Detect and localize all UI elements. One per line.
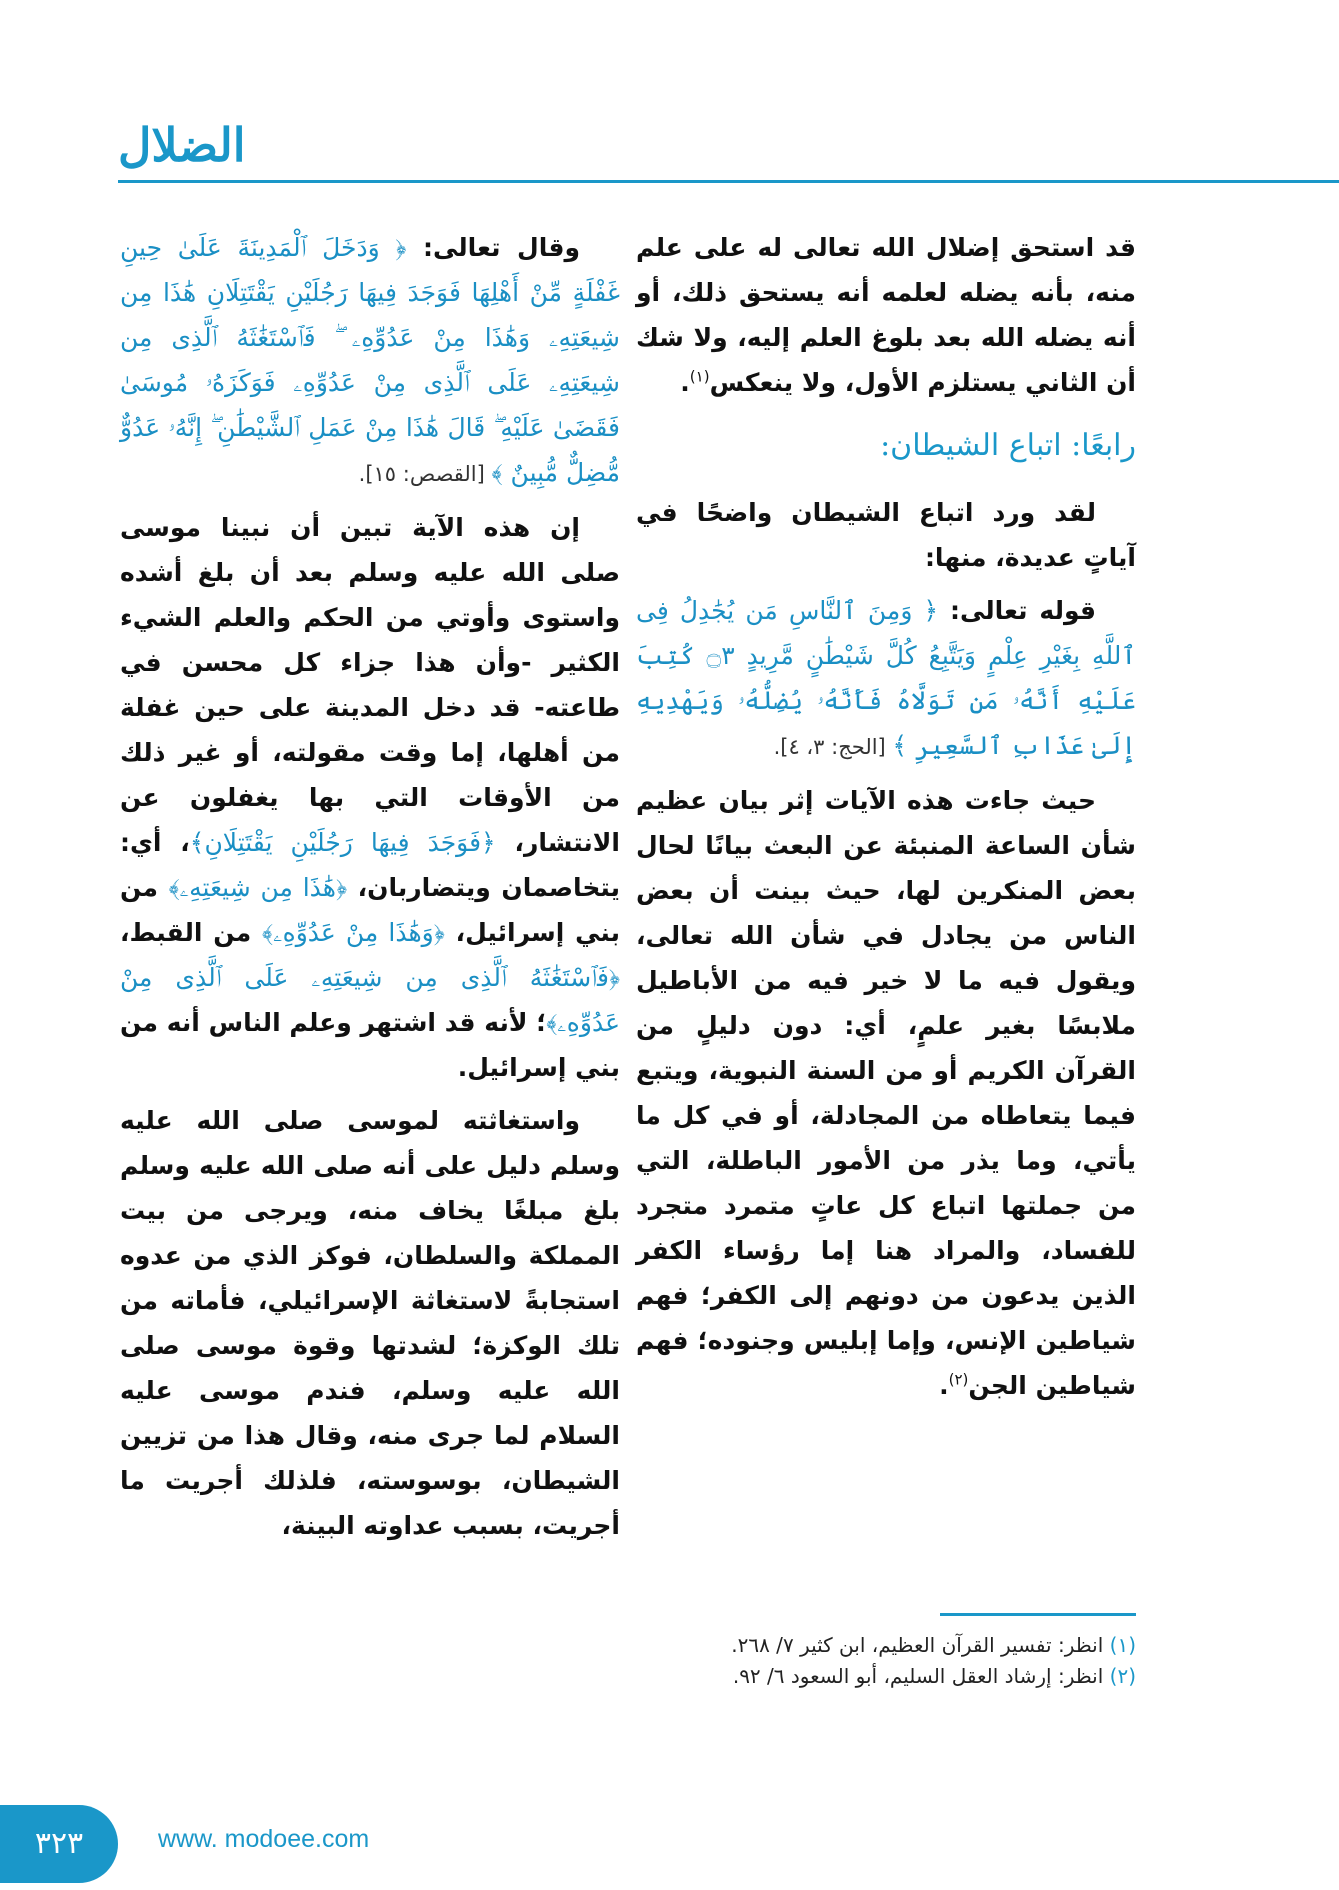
page-number: ٣٢٣	[0, 1805, 118, 1883]
quran-verse: ﴿فَٱسْتَغَٰثَهُ ٱلَّذِى مِن شِيعَتِهِۦ عَلَى ٱلَّذِى مِنْ عَدُوِّهِۦ﴾	[120, 963, 620, 1037]
paragraph-text: قد استحق إضلال الله تعالى له على علم منه، بأنه يضله لعلمه أنه يستحق ذلك، أو أنه يضله الله بعد بلوغ العلم إليه، ولا شك أن الثاني يستلزم الأول، ولا ينعكس	[636, 233, 1136, 397]
paragraph-text: ؛ لأنه قد اشتهر وعلم الناس أنه من بني إسرائيل.	[120, 1008, 620, 1082]
header-rule	[118, 180, 1339, 183]
verse-reference: [الحج: ٣، ٤].	[773, 735, 893, 759]
section-heading: رابعًا: اتباع الشيطان:	[880, 428, 1136, 463]
paragraph: قد استحق إضلال الله تعالى له على علم منه، بأنه يضله لعلمه أنه يستحق ذلك، أو أنه يضله الله بعد بلوغ العلم إليه، ولا شك أن الثاني يستلزم الأول، ولا ينعكس$^{(١)}$.	[636, 233, 1136, 397]
footnote-ref: (٢)	[948, 1370, 969, 1389]
paragraph-text: إن هذه الآية تبين أن نبينا موسى صلى الله عليه وسلم بعد أن بلغ أشده واستوى وأوتي من الحكم والعلم الشيء الكثير -وأن هذا جزاء كل محسن في طاعته- قد دخل المدينة على حين غفلة من أهلها، إما وقت مقولته، أو غير ذلك من الأوقات التي بها يغفلون عن الانتشار،	[120, 513, 620, 857]
footnote	[636, 1630, 1136, 1661]
paragraph-text: من القبط،	[120, 918, 263, 947]
footnotes	[636, 1630, 1136, 1692]
intro-text: قوله تعالى:	[938, 596, 1096, 625]
paragraph	[120, 225, 620, 497]
footnote-number: (٢)	[1109, 1664, 1136, 1688]
paragraph-text: من بني إسرائيل،	[120, 873, 620, 947]
paragraph	[636, 588, 1136, 770]
paragraph: حيث جاءت هذه الآيات إثر بيان عظيم شأن الساعة المنبئة عن البعث بيانًا لحال بعض المنكرين لها، حيث بينت أن بعض الناس من يجادل في شأن الله تعالى، ويقول فيه ما لا خير فيه من الأباطيل ملابسًا بغير علمٍ، أي: دون دليلٍ من القرآن الكريم أو من السنة النبوية، ويتبع فيما يتعاطاه من المجادلة، أو في كل ما يأتي، وما يذر من الأمور الباطلة، التي من جملتها اتباع كل عاتٍ متمرد متجرد للفساد، والمراد هنا إما رؤساء الكفر الذين يدعون من دونهم إلى الكفر؛ فهم شياطين الإنس، وإما إبليس وجنوده؛ فهم شياطين الجن$^{(٢)}$.	[636, 786, 1136, 1400]
paragraph-text: حيث جاءت هذه الآيات إثر بيان عظيم شأن الساعة المنبئة عن البعث بيانًا لحال بعض المنكرين لها، حيث بينت أن بعض الناس من يجادل في شأن الله تعالى، ويقول فيه ما لا خير فيه من الأباطيل ملابسًا بغير علمٍ، أي: دون دليلٍ من القرآن الكريم أو من السنة النبوية، ويتبع فيما يتعاطاه من المجادلة، أو في كل ما يأتي، وما يذر من الأمور الباطلة، التي من جملتها اتباع كل عاتٍ متمرد متجرد للفساد، والمراد هنا إما رؤساء الكفر الذين يدعون من دونهم إلى الكفر؛ فهم شياطين الإنس، وإما إبليس وجنوده؛ فهم شياطين الجن	[636, 786, 1136, 1400]
footnote	[636, 1661, 1136, 1692]
paragraph-text: ، أي: يتخاصمان ويتضاربان،	[120, 828, 621, 902]
quran-verse: ﴿هَٰذَا مِن شِيعَتِهِۦ﴾	[168, 873, 348, 902]
footnote-rule	[940, 1613, 1136, 1616]
website-link[interactable]: www. modoee.com	[158, 1825, 370, 1853]
quran-verse: ﴿وَهَٰذَا مِنْ عَدُوِّهِۦ﴾	[262, 918, 445, 947]
footnote-ref: (١)	[689, 367, 710, 386]
quran-verse: ﴿فَوَجَدَ فِيهَا رَجُلَيْنِ يَقْتَتِلَانِ﴾	[189, 828, 496, 857]
intro-text: وقال تعالى:	[406, 233, 580, 262]
right-column	[636, 225, 1136, 1416]
paragraph: واستغاثته لموسى صلى الله عليه وسلم دليل على أنه صلى الله عليه وسلم بلغ مبلغًا يخاف منه، ويرجى من بيت المملكة والسلطان، فوكز الذي من عدوه استجابةً لاستغاثة الإسرائيلي، فأماته من تلك الوكزة؛ لشدتها وقوة موسى صلى الله عليه وسلم، فندم موسى عليه السلام لما جرى منه، وقال هذا من تزيين الشيطان، بوسوسته، فلذلك أجريت ما أجريت، بسبب عداوته البينة،	[120, 1106, 620, 1540]
quran-verse: ﴿ وَمِنَ ٱلنَّاسِ مَن يُجَٰدِلُ فِى ٱللَّهِ بِغَيْرِ عِلْمٍ وَيَتَّبِعُ كُلَّ شَيْطَٰنٍ مَّرِيدٍ ۝٣ كُتِبَ عَلَيْهِ أَنَّهُۥ مَن تَوَلَّاهُ فَأَنَّهُۥ يُضِلُّهُۥ وَيَهْدِيهِ إِلَىٰ عَذَابِ ٱلسَّعِيرِ ﴾	[636, 596, 1136, 760]
quran-verse: ﴿ وَدَخَلَ ٱلْمَدِينَةَ عَلَىٰ حِينِ غَفْلَةٍ مِّنْ أَهْلِهَا فَوَجَدَ فِيهَا رَجُلَيْنِ يَقْتَتِلَانِ هَٰذَا مِن شِيعَتِهِۦ وَهَٰذَا مِنْ عَدُوِّهِۦ ۖ فَٱسْتَغَٰثَهُ ٱلَّذِى مِن شِيعَتِهِۦ عَلَى ٱلَّذِى مِنْ عَدُوِّهِۦ فَوَكَزَهُۥ مُوسَىٰ فَقَضَىٰ عَلَيْهِ ۖ قَالَ هَٰذَا مِنْ عَمَلِ ٱلشَّيْطَٰنِ ۖ إِنَّهُۥ عَدُوٌّ مُّضِلٌّ مُّبِينٌ ﴾	[120, 233, 620, 487]
left-column	[120, 225, 620, 1556]
paragraph	[120, 505, 620, 1090]
footnote-number: (١)	[1109, 1633, 1136, 1657]
paragraph: لقد ورد اتباع الشيطان واضحًا في آياتٍ عديدة، منها:	[636, 498, 1136, 572]
page-header-title: الضلال	[118, 118, 246, 172]
footnote-text: انظر: تفسير القرآن العظيم، ابن كثير ٧/ ٢٦٨.	[731, 1633, 1104, 1657]
verse-reference: [القصص: ١٥].	[358, 462, 492, 486]
footnote-text: انظر: إرشاد العقل السليم، أبو السعود ٦/ ٩٢.	[732, 1664, 1104, 1688]
